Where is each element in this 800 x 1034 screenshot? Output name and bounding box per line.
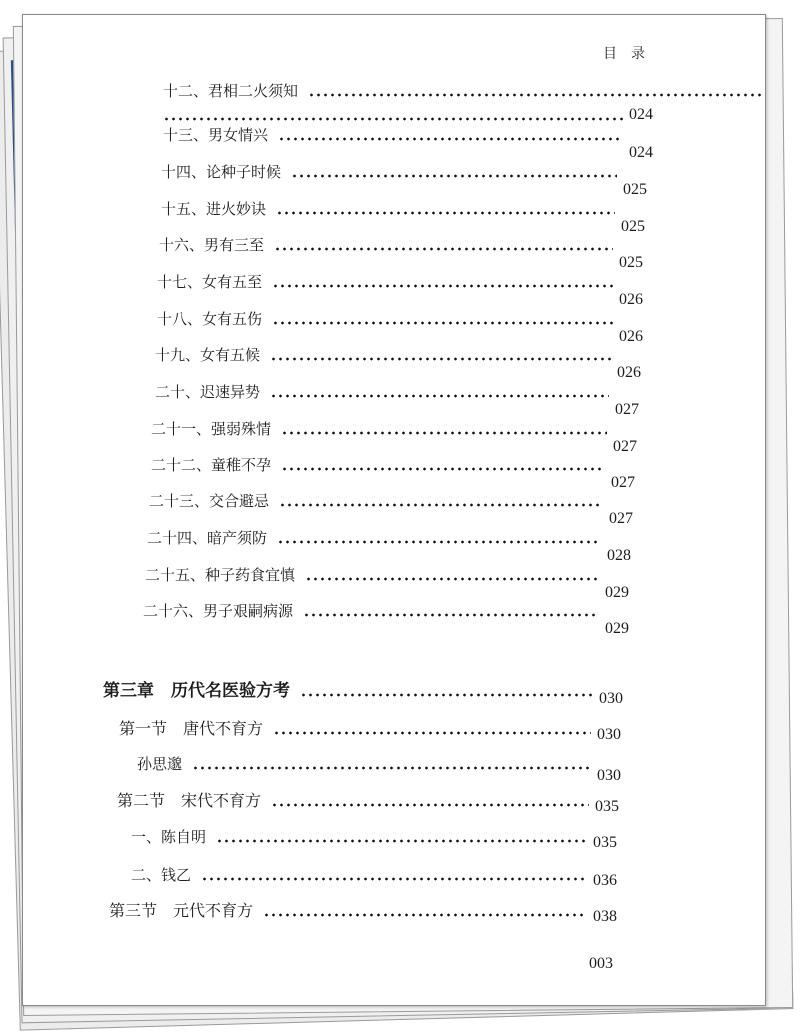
dot-leader	[272, 284, 613, 288]
toc-entry-page: 029	[605, 620, 629, 637]
toc-entry[interactable]	[145, 561, 629, 601]
dot-leader	[303, 613, 599, 617]
dot-leader	[308, 93, 763, 97]
toc-entry-title: 二十三、交合避忌	[149, 492, 270, 510]
toc-entry[interactable]	[161, 158, 647, 198]
dot-leader	[279, 503, 603, 507]
dot-leader	[291, 174, 617, 178]
dot-leader	[281, 467, 605, 471]
toc-entry-page: 026	[619, 328, 643, 345]
section-page: 035	[595, 798, 619, 815]
toc-entry-page: 025	[621, 218, 645, 235]
section-page: 030	[597, 726, 621, 743]
dot-leader	[270, 357, 611, 361]
toc-entry-title: 十五、进火妙诀	[161, 200, 267, 218]
dot-leader	[300, 693, 593, 697]
toc-entry[interactable]	[161, 195, 645, 235]
dot-leader	[263, 913, 587, 917]
toc-entry[interactable]	[149, 487, 633, 527]
toc-section-entry[interactable]	[117, 787, 619, 815]
toc-entry-page: 030	[597, 767, 621, 784]
section-page: 038	[593, 908, 617, 925]
toc-entry-title: 十四、论种子时候	[161, 163, 282, 181]
toc-entry[interactable]	[131, 823, 617, 851]
toc-entry-title: 十九、女有五候	[155, 346, 261, 364]
toc-entry-title: 十二、君相二火须知	[163, 82, 299, 100]
dot-leader	[274, 247, 613, 251]
toc-chapter-entry[interactable]	[103, 677, 623, 707]
dot-leader	[277, 540, 601, 544]
toc-entry-page: 026	[617, 364, 641, 381]
toc-page	[22, 14, 766, 1006]
toc-entry-title: 二十六、男子艰嗣病源	[143, 602, 294, 620]
chapter-title: 第三章 历代名医验方考	[103, 681, 290, 701]
page-number: 003	[589, 955, 613, 972]
dot-leader	[192, 766, 591, 770]
dot-leader	[273, 731, 591, 735]
dot-leader	[305, 577, 599, 581]
running-header: 目录	[603, 46, 659, 62]
toc-entry[interactable]	[155, 341, 641, 381]
toc-entry-title: 孙思邈	[137, 755, 183, 773]
toc-entry-page: 024	[629, 144, 653, 161]
toc-entry-title: 十七、女有五至	[157, 273, 263, 291]
toc-entry-page: 035	[593, 834, 617, 851]
dot-leader	[270, 394, 609, 398]
toc-entry-title: 二、钱乙	[131, 866, 192, 884]
toc-entry-page: 027	[615, 401, 639, 418]
toc-entry-title: 一、陈自明	[131, 828, 207, 846]
toc-entry[interactable]	[163, 77, 763, 101]
toc-entry-page: 036	[593, 872, 617, 889]
toc-entry-title: 二十四、暗产须防	[147, 529, 268, 547]
toc-entry[interactable]	[151, 415, 637, 455]
dot-leader	[276, 211, 615, 215]
toc-entry-title: 二十五、种子药食宜慎	[145, 566, 296, 584]
toc-entry-page: 027	[609, 510, 633, 527]
toc-entry-title: 十三、男女情兴	[163, 126, 269, 144]
toc-entry[interactable]	[137, 750, 621, 784]
toc-entry-title: 二十、迟速异势	[155, 383, 261, 401]
dot-leader	[216, 839, 587, 843]
dot-leader	[278, 137, 623, 141]
toc-entry[interactable]	[147, 524, 631, 564]
dot-leader	[201, 877, 587, 881]
toc-entry[interactable]	[157, 268, 643, 308]
toc-entry-page: 028	[607, 547, 631, 564]
toc-entry-page: 024	[629, 106, 653, 123]
dot-leader	[271, 803, 589, 807]
toc-entry-title: 十八、女有五伤	[157, 310, 263, 328]
dot-leader	[281, 431, 607, 435]
toc-entry-title: 十六、男有三至	[159, 236, 265, 254]
toc-entry-page: 025	[623, 181, 647, 198]
toc-section-entry[interactable]	[109, 897, 617, 925]
chapter-page: 030	[599, 690, 623, 707]
toc-entry-page: 026	[619, 291, 643, 308]
toc-entry-page: 027	[613, 438, 637, 455]
toc-entry[interactable]	[159, 231, 643, 271]
toc-entry[interactable]	[157, 305, 643, 345]
section-title: 第一节 唐代不育方	[119, 719, 264, 738]
section-title: 第二节 宋代不育方	[117, 791, 262, 810]
toc-entry-page: 025	[619, 254, 643, 271]
toc-entry[interactable]	[155, 378, 639, 418]
toc-entry[interactable]	[163, 121, 653, 161]
toc-entry[interactable]	[151, 451, 635, 491]
toc-entry-title: 二十一、强弱殊情	[151, 420, 272, 438]
toc-section-entry[interactable]	[119, 715, 621, 743]
toc-entry-page: 029	[605, 584, 629, 601]
toc-entry[interactable]	[131, 861, 617, 889]
toc-entry-page: 027	[611, 474, 635, 491]
toc-entry[interactable]	[143, 597, 629, 637]
toc-entry-title: 二十二、童稚不孕	[151, 456, 272, 474]
dot-leader	[272, 321, 613, 325]
section-title: 第三节 元代不育方	[109, 901, 254, 920]
